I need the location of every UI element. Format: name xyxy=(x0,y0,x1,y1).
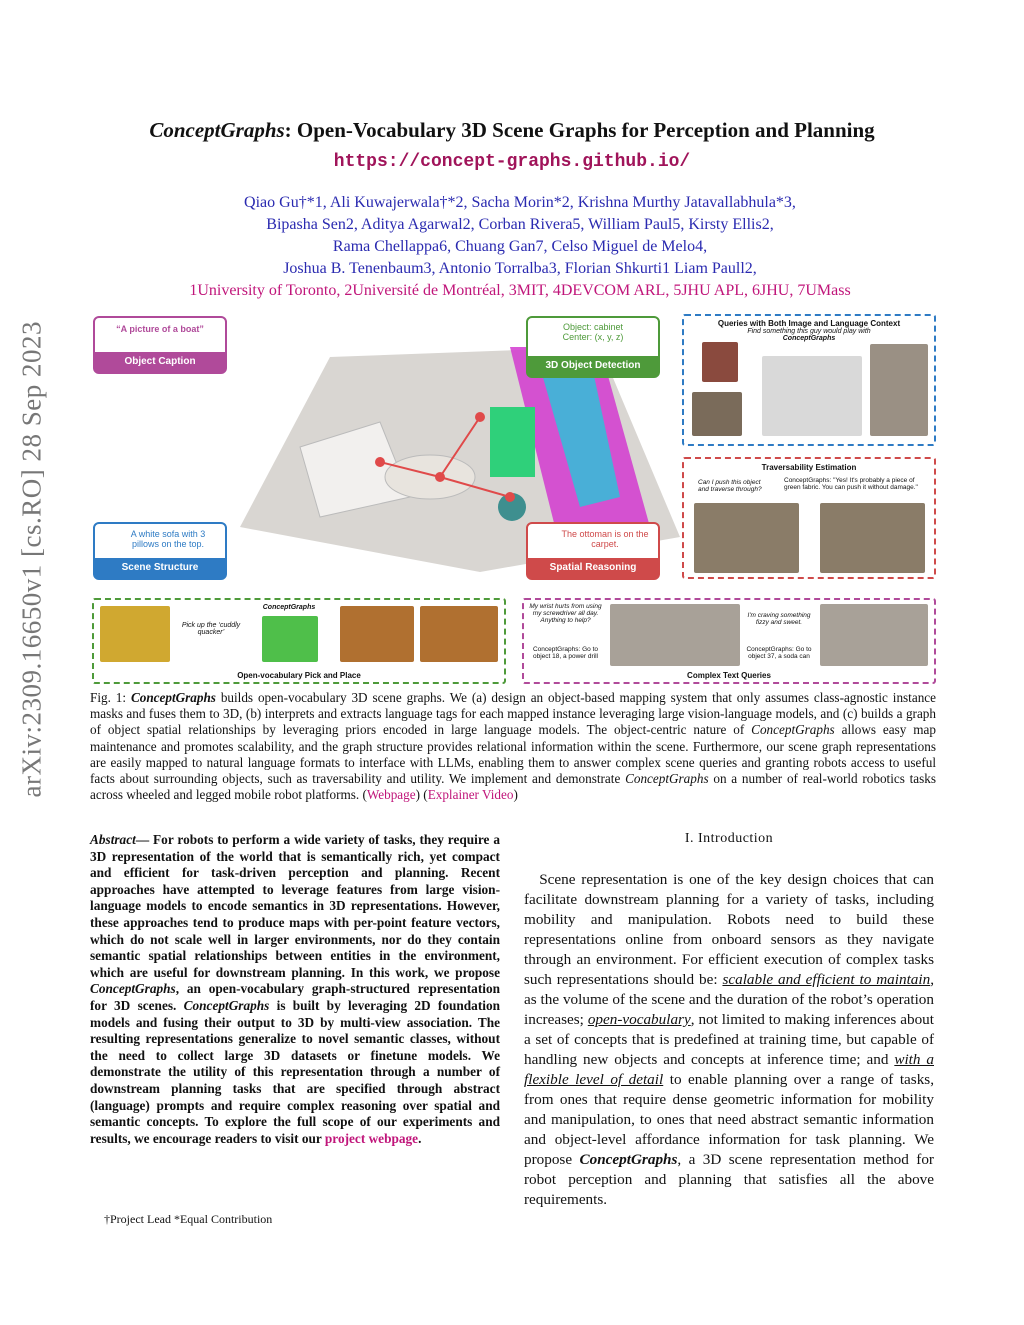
author-line-1: Qiao Gu†*1, Ali Kuwajerwala†*2, Sacha Morin*2, Krishna Murthy Jatavallabhula*3, xyxy=(244,194,796,211)
spatial-box-label: Spatial Reasoning xyxy=(528,558,658,578)
caption-name-2: ConceptGraphs xyxy=(751,722,835,738)
abstract-text-1: — For robots to perform a wide variety of tasks, they require a 3D representation of the world that is semantically rich, yet compact and efficient for task-driven perception and planning. Recent approaches have attempted to leverage features from large vision-language models to encode semantics in 3D representations. However, these approaches tend to produce maps with per-point feature vectors, which do not scale well in larger environments, nor do they contain semantic spatial relationships between entities in the environment, which are useful for downstream planning. In this work, we propose xyxy=(90,832,500,980)
abstract xyxy=(90,832,500,1147)
pick-title: Open-vocabulary Pick and Place xyxy=(237,671,361,680)
complex-queries-panel xyxy=(522,598,936,684)
pick-prompt: Pick up the ‘cuddly quacker’ xyxy=(181,622,241,636)
queries-tag: ConceptGraphs xyxy=(782,335,836,342)
detection-box-label: 3D Object Detection xyxy=(528,356,658,376)
scene-structure-box xyxy=(93,522,227,580)
map-image xyxy=(762,356,862,436)
author-line-2: Bipasha Sen2, Aditya Agarwal2, Corban Rivera5, William Paul5, Kirsty Ellis2, xyxy=(266,216,774,233)
intro-u2: open-vocabulary xyxy=(587,1011,691,1028)
traversability-question: Can I push this object and traverse through? xyxy=(698,479,762,493)
result-photo xyxy=(870,344,928,436)
title-rest: : Open-Vocabulary 3D Scene Graphs for Perception and Planning xyxy=(284,118,875,142)
abstract-end: . xyxy=(418,1130,422,1146)
project-webpage-link[interactable]: project webpage xyxy=(324,1130,419,1146)
affiliations: 1University of Toronto, 2Université de Montréal, 3MIT, 4DEVCOM ARL, 5JHU APL, 6JHU, 7UMass xyxy=(189,282,851,299)
figure-1 xyxy=(90,312,936,684)
caption-box-label: Object Caption xyxy=(95,352,225,372)
queries-panel xyxy=(682,314,936,446)
introduction-text xyxy=(524,870,934,1210)
caption-end: ) xyxy=(513,787,518,803)
caption-text-1: builds open-vocabulary 3D scene graphs. We (a) design an object-based mapping system that only assumes class-agnostic instance masks and fuses them to 3D, (b) interprets and extracts language tags for each mapped instance leveraging large vision-language models, and (c) builds a graph of object spatial relationships by leveraging priors encoded in large language models. The object-centric nature of xyxy=(90,690,936,738)
traversability-panel xyxy=(682,457,936,579)
caption-quote: “A picture of a boat” xyxy=(116,324,204,334)
complex-photo-1 xyxy=(610,604,740,666)
abstract-name-1: ConceptGraphs xyxy=(90,981,176,997)
title-name: ConceptGraphs xyxy=(149,118,285,142)
scene-cabinet xyxy=(490,407,535,477)
spatial-text: The ottoman is on the carpet. xyxy=(561,529,649,549)
intro-u1: scalable and efficient to maintain xyxy=(722,971,931,988)
query-photo xyxy=(702,342,738,382)
paper-title xyxy=(0,118,1024,143)
caption-text-3: on a number of real-world robotics tasks across wheeled and legged mobile robot platforms. ( xyxy=(90,771,936,803)
abstract-label: Abstract xyxy=(90,832,136,847)
queries-title: Queries with Both Image and Language Context xyxy=(717,319,901,328)
detection-text-1: Object: cabinet xyxy=(562,322,624,332)
author-line-4: Joshua B. Tenenbaum3, Antonio Torralba3, Florian Shkurti1 Liam Paull2, xyxy=(283,260,757,277)
intro-t1: Scene representation is one of the key design choices that can facilitate downstream planning for a variety of tasks, including mobility and manipulation. Robots need to build these representations online from onboard sensors as they navigate through an environment. For efficient execution of complex tasks such representations should be: xyxy=(524,871,934,988)
intro-u3: with a flexible level of detail xyxy=(524,1051,934,1088)
caption-mid: ) ( xyxy=(415,787,428,803)
scene-table xyxy=(385,455,475,499)
structure-box-label: Scene Structure xyxy=(95,558,225,578)
queries-subtitle: Find something this guy would play with xyxy=(747,328,871,335)
pick-tag: ConceptGraphs xyxy=(262,604,316,611)
intro-t3: , not limited to making inferences about a set of concepts that is predefined at training time, but capable of handling new objects and concepts at inference time; and xyxy=(524,1011,935,1068)
abstract-text-3: is built by leveraging 2D foundation models and fusing their output to 3D by multi-view association. The resulting representations generalize to novel semantic classes, without the need to collect large 3D datasets or finetune models. We demonstrate the utility of this representation through a number of downstream planning tasks that are specified through abstract (language) prompts and require complex reasoning over spatial and semantic concepts. To explore the full scope of our experiments and results, we encourage readers to visit our xyxy=(90,997,500,1146)
robot-photo xyxy=(692,392,742,436)
arxiv-identifier: arXiv:2309.16650v1 [cs.RO] 28 Sep 2023 xyxy=(16,321,47,798)
caption-text-2: allows easy map maintenance and promotes scalability, and the graph structure provides relational information within the scene. Furthermore, our scene graph representations are easily mapped to natural language formats to interface with LLMs, enabling them to answer complex scene queries and granting robots access to useful facts about surrounding objects, such as traversability and utility. We implement and demonstrate xyxy=(90,722,936,787)
traversability-title: Traversability Estimation xyxy=(761,463,857,472)
abstract-text-2: , an open-vocabulary graph-structured representation for 3D scenes. xyxy=(90,981,500,1013)
complex-a2: ConceptGraphs: Go to object 37, a soda can xyxy=(746,646,812,660)
section-heading: I. Introduction xyxy=(684,831,774,846)
complex-title: Complex Text Queries xyxy=(687,671,771,680)
structure-text: A white sofa with 3 pillows on the top. xyxy=(130,529,206,549)
explainer-video-link[interactable]: Explainer Video xyxy=(427,787,514,803)
trav-photo-2 xyxy=(820,503,925,573)
project-url[interactable]: https://concept-graphs.github.io/ xyxy=(333,152,691,172)
intro-t4: to enable planning over a range of tasks, from ones that require dense geometric information for mobility and manipulation, to ones that need abstract semantic information and object-level affordance information for task planning. We propose xyxy=(524,1071,935,1168)
complex-q2: I'm craving something fizzy and sweet. xyxy=(747,612,811,626)
intro-t2: , as the volume of the scene and the duration of the robot’s operation increases; xyxy=(524,971,934,1028)
duck-photo xyxy=(100,606,170,662)
caption-name-3: ConceptGraphs xyxy=(625,771,709,787)
spatial-reasoning-box xyxy=(526,522,660,580)
author-list xyxy=(80,192,960,302)
trav-photo-1 xyxy=(694,503,799,573)
caption-prefix: Fig. 1: xyxy=(90,690,127,705)
complex-a1: ConceptGraphs: Go to object 18, a power drill xyxy=(532,646,599,660)
pick-place-panel xyxy=(92,598,506,684)
webpage-link[interactable]: Webpage xyxy=(366,787,416,803)
object-caption-box xyxy=(93,316,227,374)
complex-photo-2 xyxy=(820,604,928,666)
author-line-3: Rama Chellappa6, Chuang Gan7, Celso Miguel de Melo4, xyxy=(332,238,708,255)
intro-t5: , a 3D scene representation method for robot perception and planning that satisfies all the above requirements. xyxy=(524,1151,934,1208)
complex-q1: My wrist hurts from using my screwdriver all day. Anything to help? xyxy=(529,603,602,624)
footnote: †Project Lead *Equal Contribution xyxy=(104,1212,273,1226)
abstract-name-2: ConceptGraphs xyxy=(183,997,270,1013)
caption-name: ConceptGraphs xyxy=(130,690,216,705)
spot-photo-2 xyxy=(420,606,498,662)
detection-text-2: Center: (x, y, z) xyxy=(562,332,624,342)
traversability-answer: ConceptGraphs: "Yes! It's probably a piece of green fabric. You can push it without damage." xyxy=(784,477,918,491)
intro-name: ConceptGraphs xyxy=(579,1151,678,1168)
spot-photo-1 xyxy=(340,606,414,662)
figure-caption xyxy=(90,690,936,803)
pick-render xyxy=(262,616,318,662)
detection-box xyxy=(526,316,660,378)
